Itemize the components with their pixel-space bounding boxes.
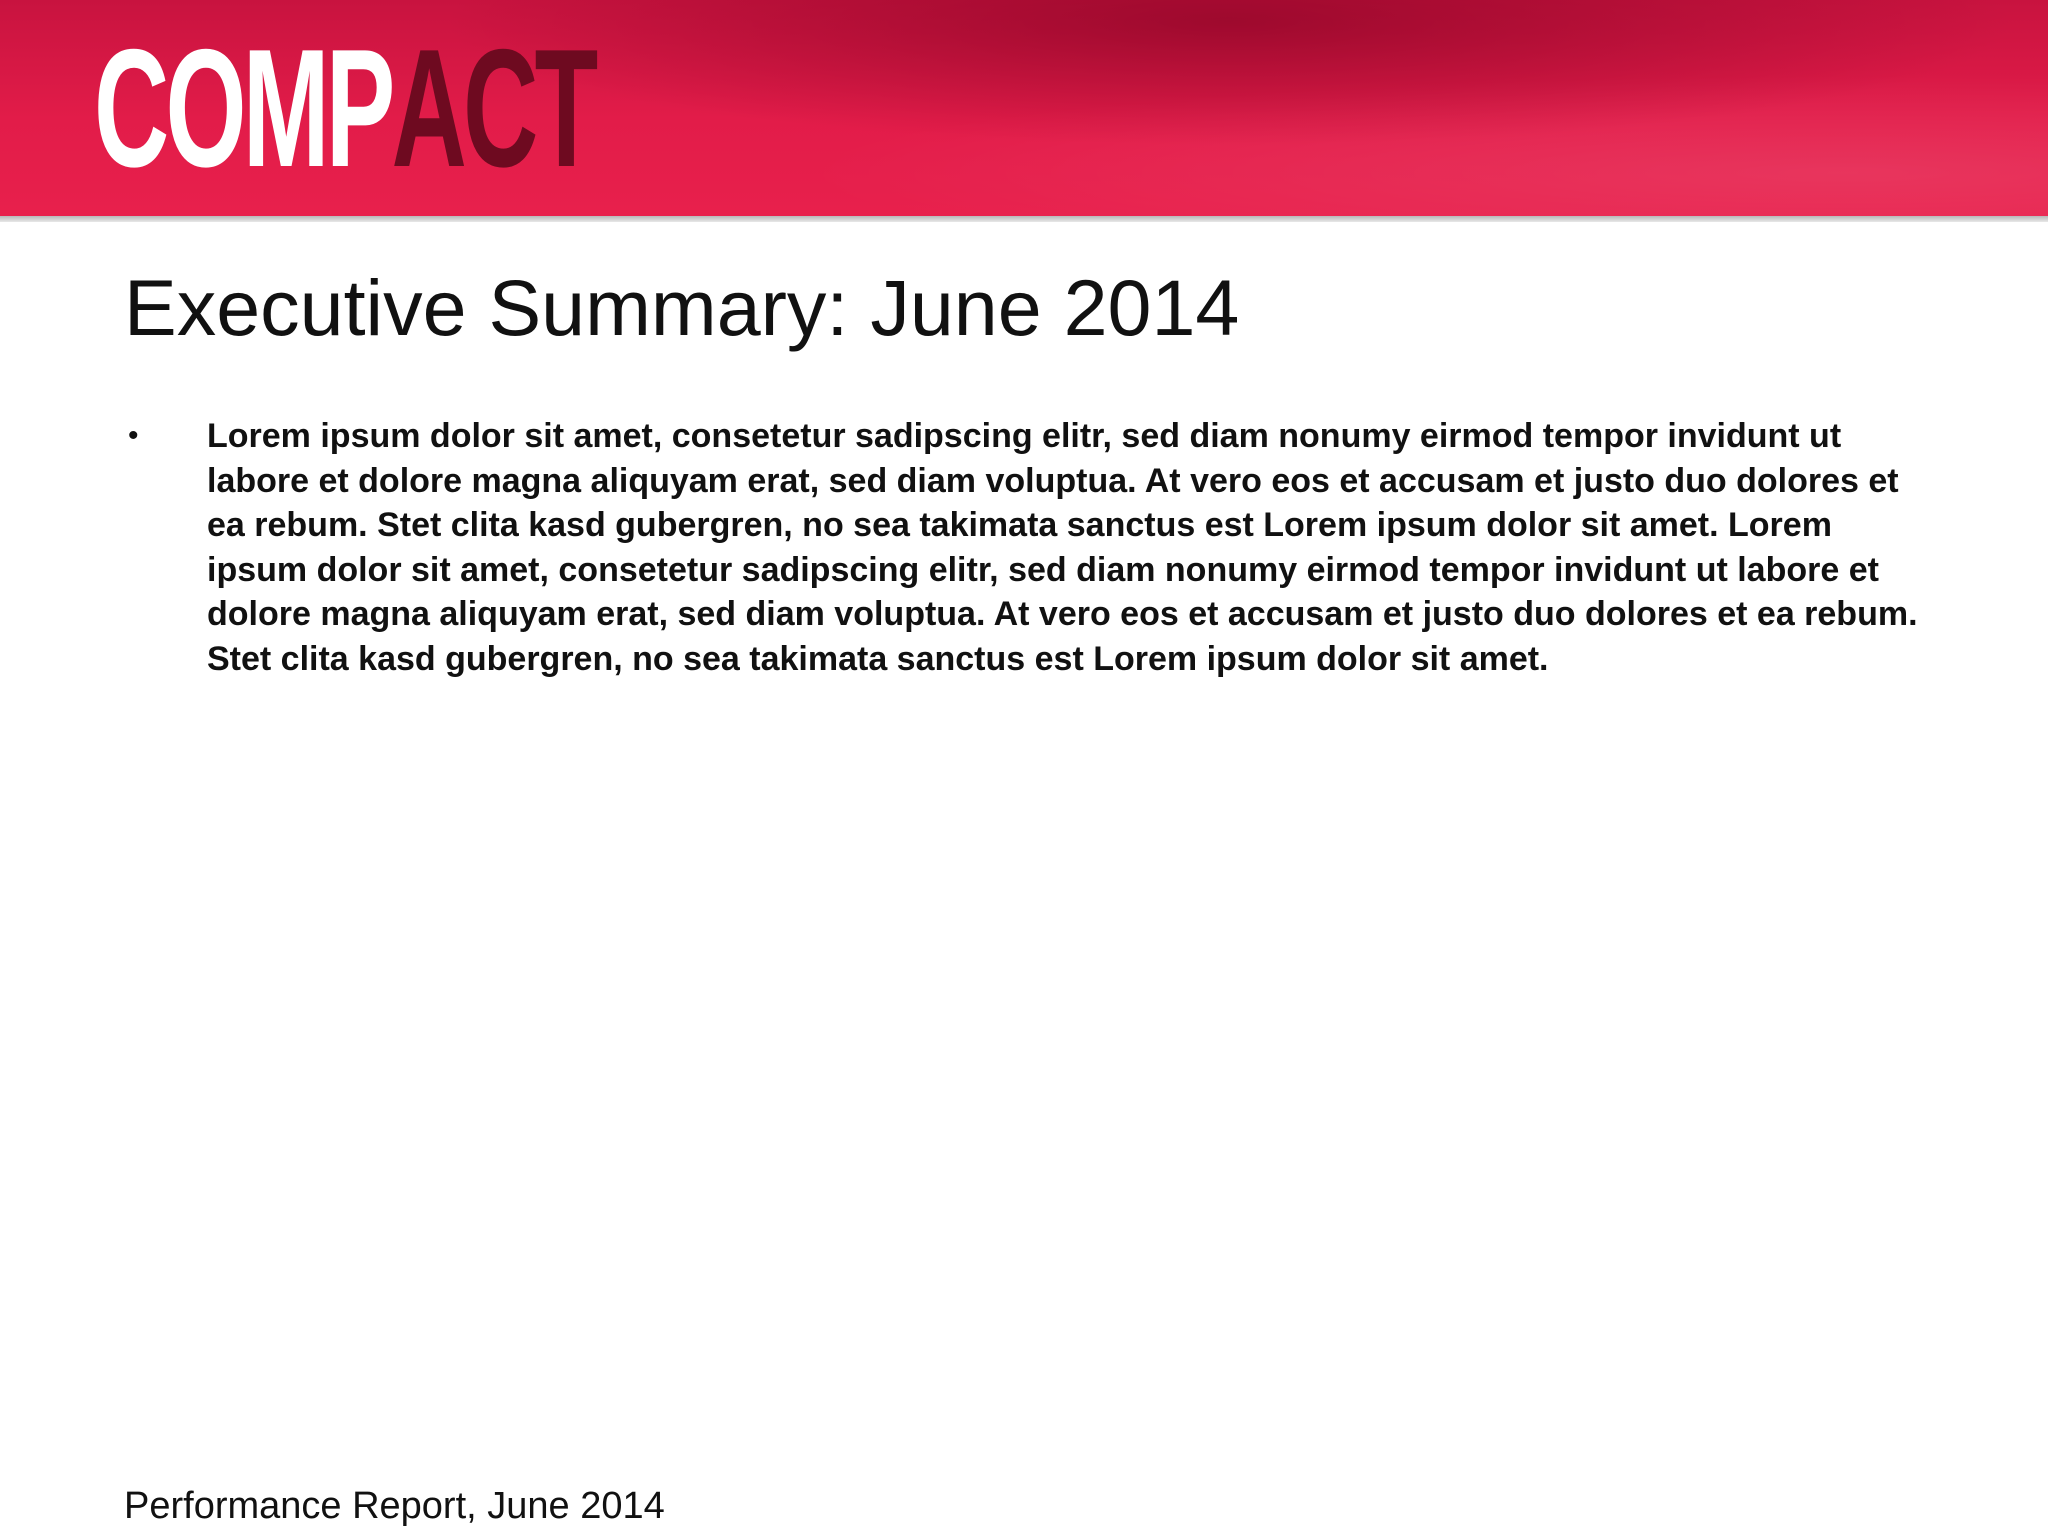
bullet-list xyxy=(124,414,1924,681)
bullet-marker: • xyxy=(128,419,139,452)
bullet-text: Lorem ipsum dolor sit amet, consetetur sadipscing elitr, sed diam nonumy eirmod tempor invidunt ut labore et dolore magna aliquyam erat, sed diam voluptua. At vero eos et accusam et justo duo dolores et ea rebum. Stet clita kasd gubergren, no sea takimata sanctus est Lorem ipsum dolor sit amet. Lorem ipsum dolor sit amet, consetetur sadipscing elitr, sed diam nonumy eirmod tempor invidunt ut labore et dolore magna aliquyam erat, sed diam voluptua. At vero eos et accusam et justo duo dolores et ea rebum. Stet clita kasd gubergren, no sea takimata sanctus est Lorem ipsum dolor sit amet. xyxy=(207,417,1918,678)
logo-text-act: ACT xyxy=(391,14,595,202)
header-band xyxy=(0,0,2048,216)
slide-footer: Performance Report, June 2014 xyxy=(124,1485,665,1527)
compact-logo xyxy=(94,14,595,202)
bullet-item xyxy=(124,414,1924,681)
logo-text-comp: COMP xyxy=(94,14,392,202)
slide-title: Executive Summary: June 2014 xyxy=(124,263,1240,352)
